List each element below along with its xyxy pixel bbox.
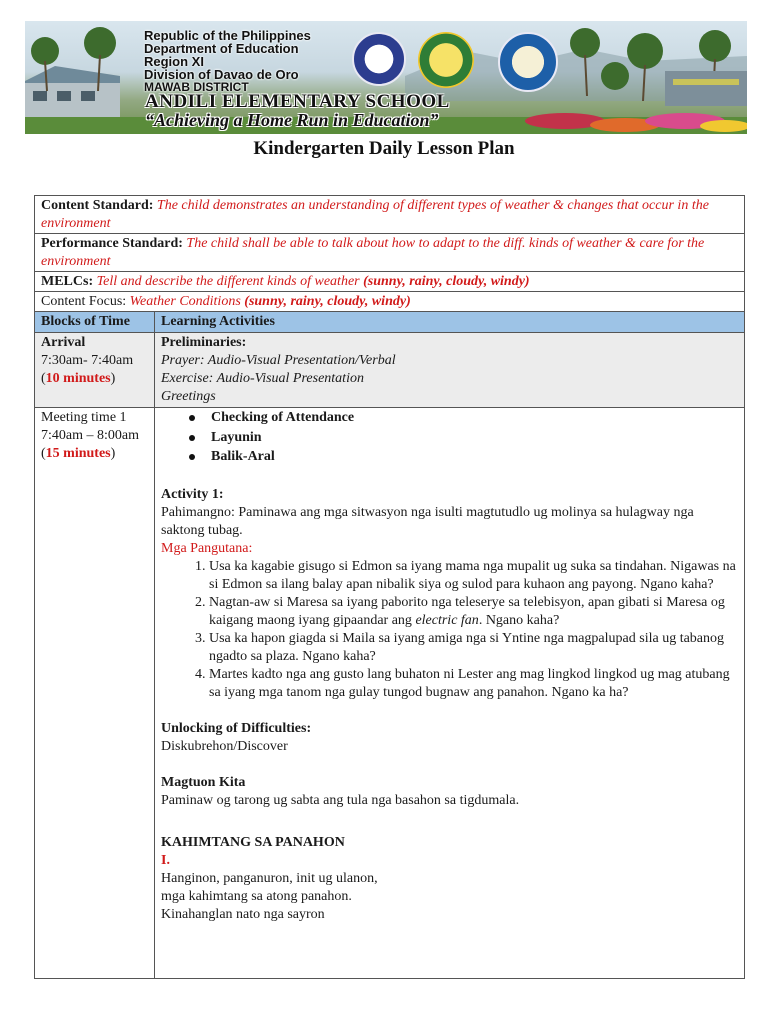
activity-instruction: Pahimangno: Paminawa ang mga sitwasyon nga isulti magtutudlo ug molinya sa hulagway nga saktong tubag.	[161, 504, 694, 538]
arrival-time: 7:30am- 7:40am	[41, 353, 134, 368]
learning-activities-header: Learning Activities	[155, 312, 745, 333]
meeting-time-row	[35, 408, 745, 979]
poem-line: Kinahanglan nato nga sayron	[161, 906, 325, 922]
arrival-duration: (10 minutes)	[41, 371, 116, 386]
lesson-plan-table	[34, 195, 745, 979]
banner-school-name: ANDILI ELEMENTARY SCHOOL	[145, 91, 450, 112]
content-focus-row	[35, 292, 745, 312]
preliminaries-heading: Preliminaries:	[161, 335, 247, 350]
checklist-item: Checking of Attendance	[211, 409, 738, 429]
preliminaries-prayer: Prayer: Audio-Visual Presentation/Verbal	[161, 353, 396, 368]
magtuon-title: Magtuon Kita	[161, 774, 246, 790]
banner-division: Division of Davao de Oro	[144, 67, 299, 82]
question-item: 3. Usa ka hapon giagda si Maila sa iyang amiga nga si Yntine nga magpalupad sila ug tabanog ngadto sa plaza. Ngano kaha?	[209, 630, 738, 666]
banner-district: MAWAB DISTRICT	[144, 80, 249, 94]
banner-region: Region XI	[144, 54, 204, 69]
arrival-row	[35, 333, 745, 408]
table-header-row	[35, 312, 745, 333]
banner-department: Department of Education	[144, 41, 299, 56]
content-focus-text: Weather Conditions	[129, 294, 241, 309]
davao-de-oro-seal-logo	[418, 32, 474, 88]
content-standard-text: The child demonstrates an understanding of different types of weather & changes that occur in the environment	[41, 198, 709, 231]
unlocking-text: Diskubrehon/Discover	[161, 738, 288, 754]
content-standard-row	[35, 196, 745, 234]
preliminaries-exercise: Exercise: Audio-Visual Presentation	[161, 371, 364, 386]
meeting-time-duration: (15 minutes)	[41, 446, 116, 461]
melcs-label: MELCs:	[41, 274, 94, 289]
questions-list	[161, 558, 738, 702]
preliminaries-greetings: Greetings	[161, 389, 216, 404]
activity-title: Activity 1:	[161, 486, 224, 502]
magtuon-text: Paminaw og tarong ug sabta ang tula nga basahon sa tigdumala.	[161, 792, 520, 808]
poem-line: mga kahimtang sa atong panahon.	[161, 888, 352, 904]
content-focus-label: Content Focus:	[41, 294, 127, 309]
meeting-checklist	[161, 409, 738, 468]
banner-motto: “Achieving a Home Run in Education”	[145, 110, 439, 130]
melcs-row	[35, 272, 745, 292]
poem-stanza-number: I.	[161, 852, 170, 868]
checklist-item: Balik-Aral	[211, 448, 738, 468]
deped-seal-logo	[352, 32, 406, 86]
school-header-banner	[25, 21, 747, 134]
performance-standard-label: Performance Standard:	[41, 236, 183, 251]
school-seal-logo	[498, 32, 558, 92]
unlocking-title: Unlocking of Difficulties:	[161, 720, 312, 736]
blocks-of-time-header: Blocks of Time	[35, 312, 155, 333]
meeting-time-range: 7:40am – 8:00am	[41, 428, 139, 443]
question-item: 1. Usa ka kagabie gisugo si Edmon sa iyang mama nga mupalit ug suka sa tindahan. Nigawas na si Edmon sa ilang balay apan nibalik siya og sulod para kuhaon ang payong. Ngano kaha?	[209, 558, 738, 594]
performance-standard-text: The child shall be able to talk about how to adapt to the diff. kinds of weather & care for the environment	[41, 236, 705, 269]
content-standard-label: Content Standard:	[41, 198, 154, 213]
poem-title: KAHIMTANG SA PANAHON	[161, 834, 345, 850]
content-focus-weather-list: (sunny, rainy, cloudy, windy)	[244, 294, 411, 309]
poem-line: Hanginon, panganuron, init ug ulanon,	[161, 870, 378, 886]
melcs-text: Tell and describe the different kinds of weather	[96, 274, 360, 289]
performance-standard-row	[35, 234, 745, 272]
banner-republic: Republic of the Philippines	[144, 28, 311, 43]
question-item: 4. Martes kadto nga ang gusto lang buhaton ni Lester ang mag lingkod lingkod ug mag atubang sa iyang mga tanom nga gulay tungod bugnaw ang panahon. Ngano ka ha?	[209, 666, 738, 702]
page-title: Kindergarten Daily Lesson Plan	[253, 138, 515, 159]
melcs-weather-list: (sunny, rainy, cloudy, windy)	[363, 274, 530, 289]
questions-label: Mga Pangutana:	[161, 540, 253, 556]
meeting-time-label: Meeting time 1	[41, 410, 127, 425]
question-item: 2. Nagtan-aw si Maresa sa iyang paborito nga teleserye sa telebisyon, apan gibati si Maresa og kaigang maong iyang gipaandar ang electric fan. Ngano kaha?	[209, 594, 738, 630]
checklist-item: Layunin	[211, 429, 738, 449]
arrival-label: Arrival	[41, 335, 86, 350]
